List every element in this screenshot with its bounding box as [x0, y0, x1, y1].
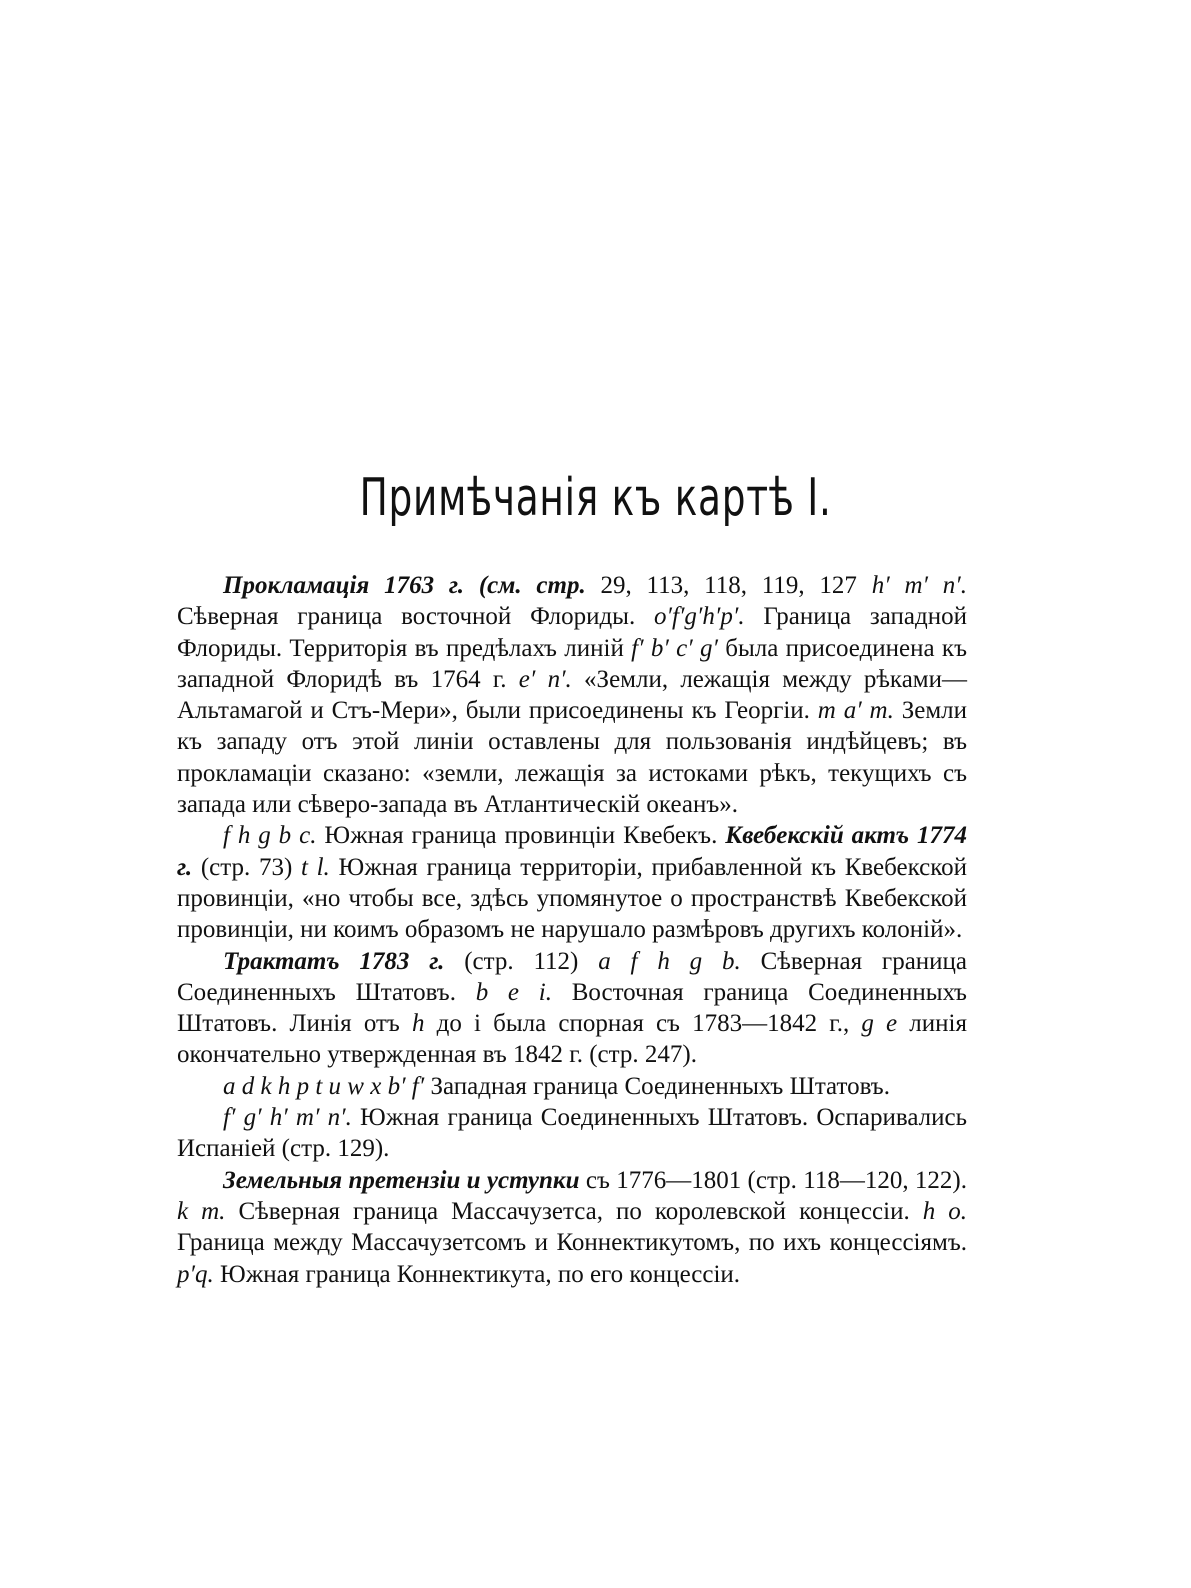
- map-marks: f′ b′ c′ g′: [631, 634, 718, 662]
- note-text: Южная граница Соединенныхъ Штатовъ. Оспаривались Испаніей (стр. 129).: [177, 1104, 967, 1163]
- note-text: Южная граница территоріи, прибавленной къ Квебекской провинціи, «но чтобы все, здѣсь упомянутое о пространствѣ Квебекской провинціи, ни коимъ образомъ не нарушало размѣровъ другихъ колоній».: [177, 853, 967, 944]
- note-text: Сѣверная граница Массачузетса, по королевской концессіи.: [225, 1197, 923, 1225]
- paragraph-proclamation-1763: [177, 570, 967, 820]
- note-text: «Земли, лежащія между рѣками—Альтамагой и Стъ-Мери», были присоединены къ Георгіи.: [177, 665, 967, 725]
- note-text: была присоединена къ западной Флоридѣ въ 1764 г.: [177, 634, 967, 693]
- map-marks: t l.: [300, 853, 330, 881]
- map-marks: o′f′g′h′p′.: [654, 603, 745, 631]
- page-refs: 29, 113, 118, 119, 127: [585, 572, 872, 599]
- note-text: Сѣверная граница восточной Флориды.: [177, 603, 655, 631]
- paragraph-southern-boundary: [177, 1102, 967, 1165]
- note-text: Восточная граница Соединенныхъ Штатовъ. Линія отъ: [177, 978, 967, 1038]
- note-text: Граница западной Флориды. Территорія въ предѣлахъ линій: [177, 603, 967, 662]
- map-marks: f′ g′ h′ m′ n′.: [223, 1104, 352, 1132]
- note-text: линія окончательно утвержденная въ 1842 г. (стр. 247).: [177, 1010, 967, 1069]
- map-marks: a f h g b.: [598, 947, 741, 975]
- paragraph-treaty-1783: [177, 946, 967, 1071]
- section-heading: Трактатъ 1783 г.: [223, 947, 445, 975]
- page-refs: (стр. 73): [192, 853, 301, 881]
- note-text: Земли къ западу отъ этой линіи оставлены для пользованія индѣйцевъ; въ прокламаціи сказано: «земли, лежащія за истоками рѣкъ, текущихъ съ запада или сѣверо-запада въ Атлантическій океанъ».: [177, 697, 968, 819]
- page-refs: съ 1776—1801 (стр. 118—120, 122).: [579, 1166, 967, 1194]
- section-heading: Квебекскій актъ 1774 г.: [177, 822, 968, 881]
- page-title: Примѣчанія къ картѣ I.: [359, 468, 832, 528]
- section-heading: Прокламація 1763 г. (см. стр.: [223, 572, 586, 599]
- map-marks: g e: [861, 1010, 898, 1038]
- map-marks: a d k h p t u w x b′ f′: [223, 1072, 425, 1100]
- notes-body: [177, 570, 967, 1290]
- note-text: Западная граница Соединенныхъ Штатовъ.: [424, 1072, 890, 1100]
- map-marks: b e i.: [475, 978, 552, 1006]
- map-marks: h′ m′ n′.: [871, 572, 967, 599]
- note-text: Южная граница Коннектикута, по его концессіи.: [213, 1260, 741, 1288]
- paragraph-quebec: [177, 820, 967, 945]
- map-marks: h: [412, 1010, 425, 1038]
- paragraph-land-claims: [177, 1165, 967, 1290]
- note-text: Граница между Массачузетсомъ и Коннектикутомъ, по ихъ концессіямъ.: [177, 1229, 967, 1257]
- map-marks: h o.: [922, 1197, 968, 1225]
- map-marks: p′q.: [177, 1260, 214, 1288]
- map-marks: e′ n′.: [518, 665, 572, 693]
- note-text: Сѣверная граница Соединенныхъ Штатовъ.: [177, 947, 968, 1006]
- section-heading: Земельныя претензіи и уступки: [223, 1166, 580, 1194]
- map-marks: f h g b c.: [223, 822, 317, 850]
- map-marks: m a′ m.: [817, 697, 894, 725]
- note-text: Южная граница провинціи Квебекъ.: [316, 822, 726, 850]
- note-text: до і была спорная съ 1783—1842 г.,: [424, 1010, 862, 1038]
- map-marks: k m.: [177, 1197, 226, 1225]
- page-refs: (стр. 112): [444, 947, 599, 975]
- paragraph-western-boundary: [177, 1071, 967, 1102]
